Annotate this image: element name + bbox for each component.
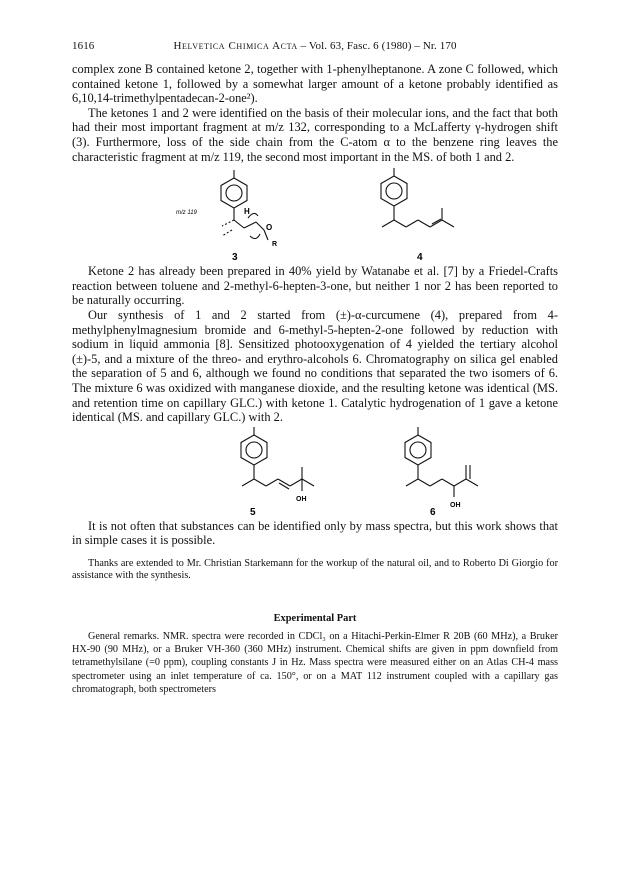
acknowledgement: Thanks are extended to Mr. Christian Starkemann for the workup of the natural oil, and to Roberto Di Giorgio for assistance with the synthesis. xyxy=(72,557,558,582)
experimental-text: General remarks. NMR. spectra were recorded in CDCl₃ on a Hitachi-Perkin-Elmer R 20B (60 MHz), a Bruker HX-90 (90 MHz), or a Bruker VH-360 (360 MHz) instrument. Chemical shifts are given in ppm downfield from tetramethylsilane (=0 ppm), coupling constants J in Hz. Mass spectra were measured either on an Atlas CH-4 mass spectrometer using an inlet temperature of ca. 150°, or on a MAT 112 instrument coupled with a capillary gas chromatograph, both spectrometers xyxy=(72,631,558,695)
main-text-2 xyxy=(72,264,558,425)
paragraph-4: Our synthesis of 1 and 2 started from (±)-α-curcumene (4), prepared from 4-methylphenylmagnesium bromide and 6-methyl-5-hepten-2-one followed by reduction with sodium in liquid ammonia [8]. Sensitized photooxygenation of 4 yielded the tertiary alcohol (±)-5, and a mixture of the threo- and erythro-alcohols 6. Chromatography on silica gel enabled the separation of 5 and 6, although we found no conditions that separated the two isomers of 6. The mixture 6 was oxidized with manganese dioxide, and the resulting ketone was identical (MS. and retention time on capillary GLC.) with ketone 1. Catalytic hydrogenation of 1 gave a ketone identical (MS. and capillary GLC.) with 2. xyxy=(72,307,558,425)
compound-label-4: 4 xyxy=(417,252,423,264)
oh-label-5: OH xyxy=(296,495,307,503)
structure-6 xyxy=(405,427,478,497)
mz-119-label: m/z 119 xyxy=(176,210,197,217)
page xyxy=(72,40,558,696)
structure-drawing-5-6 xyxy=(72,425,558,519)
main-text xyxy=(72,62,558,164)
structure-drawing-3-4 xyxy=(72,164,558,264)
atom-o-label: O xyxy=(266,223,273,233)
atom-h-label: H xyxy=(244,207,250,217)
experimental-heading: Experimental Part xyxy=(273,613,357,625)
page-number: 1616 xyxy=(72,40,95,52)
paragraph-1: complex zone B contained ketone 2, together with 1-phenylheptanone. A zone C followed, which contained ketone 1, followed by a somewhat larger amount of a ketone probably identified as 6,10,14-trimethylpentadecan-2-one²). xyxy=(72,62,558,106)
compound-label-5: 5 xyxy=(250,506,256,518)
compound-label-3: 3 xyxy=(232,252,238,264)
figure-structures-3-4 xyxy=(72,164,558,264)
oh-label-6: OH xyxy=(450,501,461,509)
journal-name: Helvetica Chimica Acta xyxy=(173,40,298,52)
running-header xyxy=(72,40,558,58)
paragraph-5: It is not often that substances can be identified only by mass spectra, but this work shows that in simple cases it is possible. xyxy=(72,518,558,548)
structure-4 xyxy=(381,168,454,227)
main-text-3 xyxy=(72,519,558,548)
structure-3 xyxy=(221,170,268,240)
volume-info: – Vol. 63, Fasc. 6 (1980) – Nr. 170 xyxy=(297,40,457,52)
atom-r-label: R xyxy=(272,241,278,249)
paragraph-3: Ketone 2 has already been prepared in 40% yield by Watanabe et al. [7] by a Friedel-Crafts reaction between toluene and 2-methyl-6-hepten-3-one, but neither 1 nor 2 has been reported to be naturally occurring. xyxy=(72,264,558,308)
structure-5 xyxy=(241,427,314,491)
compound-label-6: 6 xyxy=(430,506,436,518)
figure-structures-5-6 xyxy=(72,425,558,519)
paragraph-2: The ketones 1 and 2 were identified on the basis of their molecular ions, and the fact that both had their most important fragment at m/z 132, corresponding to a McLafferty γ-hydrogen shift (3). Furthermore, loss of the side chain from the C-atom α to the benzene ring leaves the characteristic fragment at m/z 119, the second most important in the MS. of both 1 and 2. xyxy=(72,105,558,164)
journal-running-title xyxy=(112,40,518,58)
